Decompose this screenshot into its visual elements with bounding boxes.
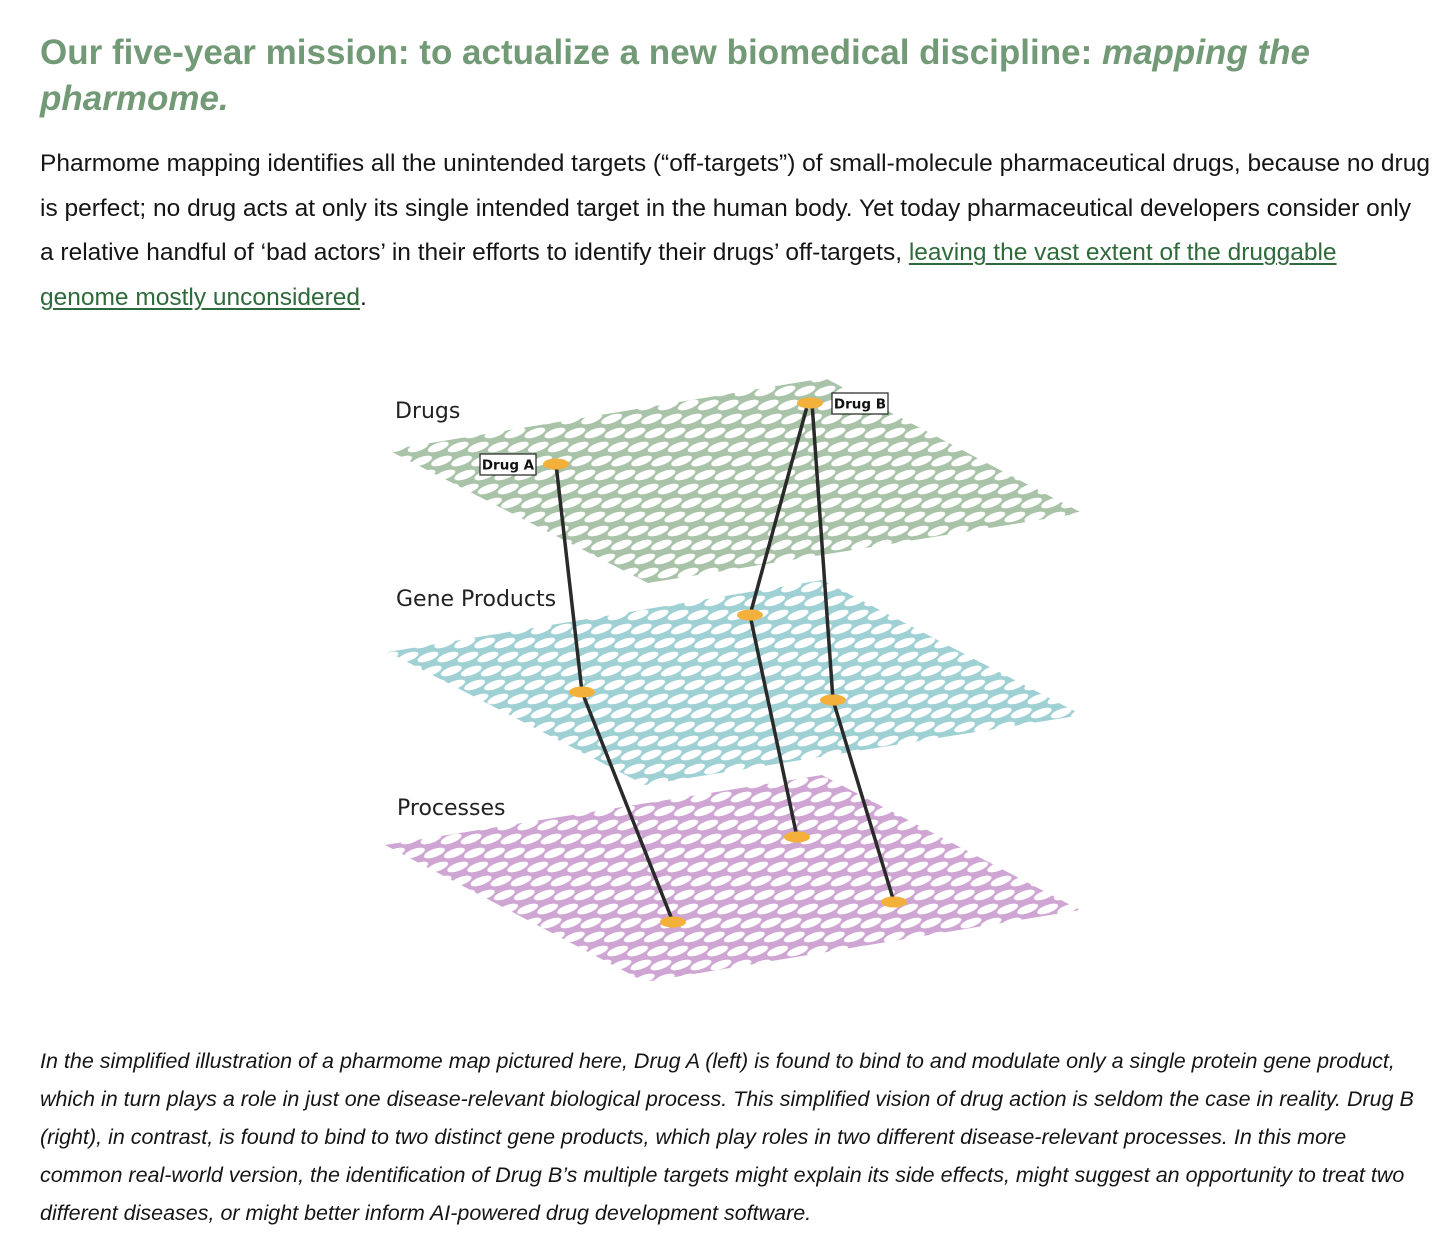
process-node-b1	[784, 832, 810, 843]
drug-b-node	[797, 398, 823, 409]
drugs-plane	[388, 378, 1082, 583]
process-node-b2	[881, 897, 907, 908]
drug-b-label: Drug B	[833, 396, 887, 413]
drug-a-node	[543, 459, 569, 470]
drug-a-label: Drug A	[481, 457, 535, 474]
layer-label-gene-products: Gene Products	[396, 587, 557, 612]
druggable-genome-link[interactable]: leaving the vast extent of the druggable genome mostly unconsidered	[40, 239, 1337, 311]
gene-node-b1	[737, 610, 763, 621]
intro-end: .	[360, 283, 367, 311]
heading-emphasis: mapping the pharmome.	[40, 33, 1311, 118]
process-node-a	[660, 917, 686, 928]
drug-a-label-box	[480, 454, 536, 475]
gene-node-a	[569, 687, 595, 698]
layer-label-drugs: Drugs	[395, 399, 461, 424]
pharmome-map-figure	[360, 370, 1120, 1000]
drug-b-label-box	[832, 393, 888, 414]
page-heading	[40, 30, 1420, 122]
layer-label-processes: Processes	[397, 796, 506, 821]
pharmome-map-illustration	[360, 370, 1120, 1000]
heading-text: Our five-year mission: to actualize a new biomedical discipline:	[40, 33, 1102, 72]
figure-caption: In the simplified illustration of a pharmome map pictured here, Drug A (left) is found to bind to and modulate only a single protein gene product, which in turn plays a role in just one disease-relevant biological process. This simplified vision of drug action is seldom the case in reality. Drug B (right), in contrast, is found to bind to two distinct gene products, which play roles in two different disease-relevant processes. In this more common real-world version, the identification of Drug B’s multiple targets might explain its side effects, might suggest an opportunity to treat two different diseases, or might better inform AI-powered drug development software.	[40, 1049, 1414, 1225]
intro-text: Pharmome mapping identifies all the unintended targets (“off-targets”) of small-molecule pharmaceutical drugs, because no drug is perfect; no drug acts at only its single intended target in the human body. Yet today pharmaceutical developers consider only a relative handful of ‘bad actors’ in their efforts to identify their drugs’ off-targets,	[40, 150, 1430, 266]
gene-node-b2	[820, 695, 846, 706]
intro-paragraph	[40, 142, 1430, 320]
